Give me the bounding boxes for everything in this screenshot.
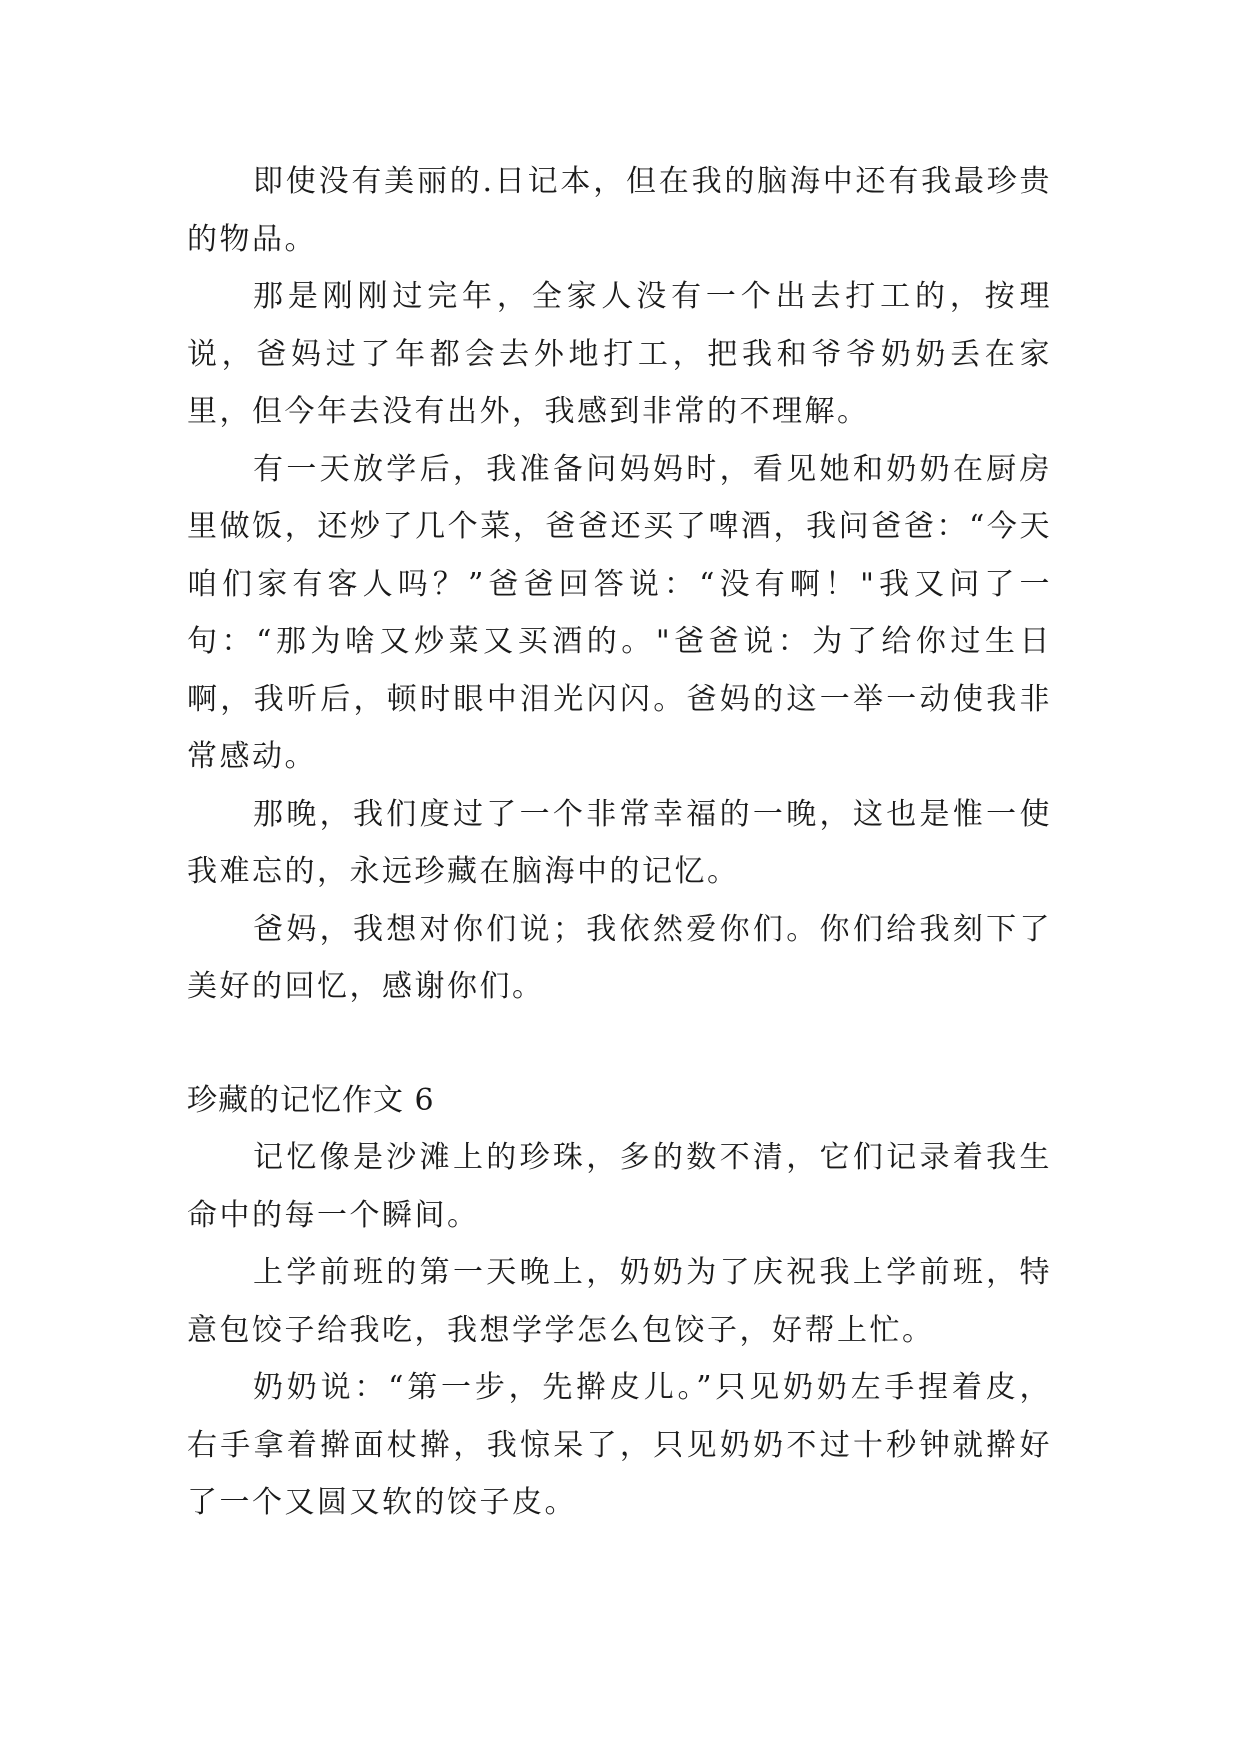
paragraph: 即使没有美丽的.日记本，但在我的脑海中还有我最珍贵的物品。	[187, 164, 1052, 257]
paragraph: 上学前班的第一天晚上，奶奶为了庆祝我上学前班，特意包饺子给我吃，我想学学怎么包饺子，好帮上忙。	[187, 1255, 1052, 1348]
paragraph: 那是刚刚过完年，全家人没有一个出去打工的，按理说，爸妈过了年都会去外地打工，把我和爷爷奶奶丢在家里，但今年去没有出外，我感到非常的不理解。	[187, 279, 1052, 429]
essay-section-previous	[187, 153, 1052, 1016]
paragraph: 那晚，我们度过了一个非常幸福的一晚，这也是惟一使我难忘的，永远珍藏在脑海中的记忆。	[187, 796, 1052, 889]
paragraph: 爸妈，我想对你们说；我依然爱你们。你们给我刻下了美好的回忆，感谢你们。	[187, 911, 1052, 1004]
paragraph: 奶奶说：“第一步，先擀皮儿。”只见奶奶左手捏着皮，右手拿着擀面杖擀，我惊呆了，只见奶奶不过十秒钟就擀好了一个又圆又软的饺子皮。	[187, 1370, 1052, 1520]
document-body	[187, 153, 1052, 1532]
paragraph: 有一天放学后，我准备问妈妈时，看见她和奶奶在厨房里做饭，还炒了几个菜，爸爸还买了啤酒，我问爸爸：“今天咱们家有客人吗？”爸爸回答说：“没有啊！"我又问了一句：“那为啥又炒菜又买酒的。"爸爸说：为了给你过生日啊，我听后，顿时眼中泪光闪闪。爸妈的这一举一动使我非常感动。	[187, 451, 1052, 774]
essay-section-6	[187, 1072, 1052, 1532]
section-heading: 珍藏的记忆作文 6	[187, 1082, 435, 1118]
paragraph: 记忆像是沙滩上的珍珠，多的数不清，它们记录着我生命中的每一个瞬间。	[187, 1140, 1052, 1233]
